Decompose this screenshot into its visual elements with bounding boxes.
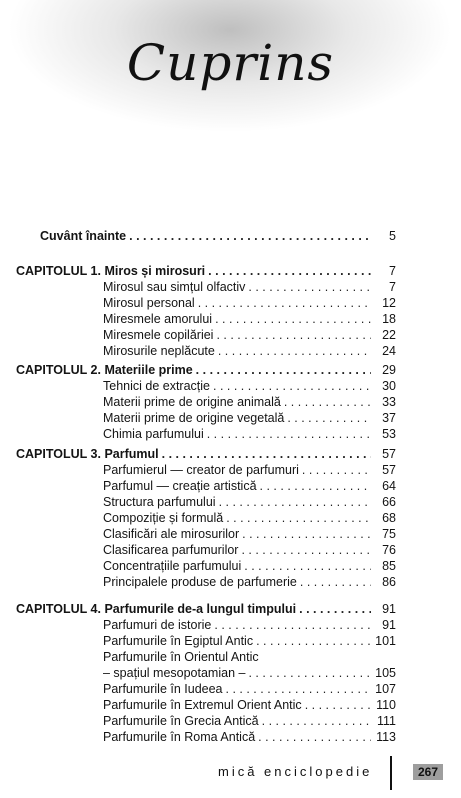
leader-dots <box>196 362 371 378</box>
toc-entry[interactable] <box>103 665 396 681</box>
leader-dots <box>214 617 371 633</box>
leader-dots <box>287 410 371 426</box>
toc-entry[interactable] <box>103 311 396 327</box>
toc-entry[interactable] <box>103 617 396 633</box>
toc-label: Compoziție și formulă <box>103 511 224 525</box>
toc-entry[interactable] <box>103 426 396 442</box>
toc-page: 7 <box>389 280 396 294</box>
toc-page: 76 <box>382 543 396 557</box>
leader-dots <box>302 462 371 478</box>
toc-label: Tehnici de extracție <box>103 379 211 393</box>
toc-label: Cuvânt înainte <box>40 229 127 243</box>
toc-entry[interactable] <box>103 574 396 590</box>
toc-page: 64 <box>382 479 396 493</box>
toc-label: Materii prime de origine vegetală <box>103 411 285 425</box>
toc-page: 107 <box>375 682 396 696</box>
leader-dots <box>129 228 371 244</box>
toc-label: Parfumurile în Iudeea <box>103 682 223 696</box>
toc-label: CAPITOLUL 1. Miros și mirosuri <box>16 264 206 278</box>
leader-dots <box>226 510 371 526</box>
toc-page: 57 <box>382 447 396 461</box>
leader-dots <box>284 394 371 410</box>
leader-dots <box>216 327 371 343</box>
toc-page: 53 <box>382 427 396 441</box>
leader-dots <box>207 426 371 442</box>
toc-label: – spațiul mesopotamian – <box>103 666 246 680</box>
toc-page: 18 <box>382 312 396 326</box>
toc-label: Parfumurile în Roma Antică <box>103 730 256 744</box>
toc-label: Chimia parfumului <box>103 427 204 441</box>
toc-label: Miresmele copilăriei <box>103 328 214 342</box>
toc-entry[interactable] <box>103 697 396 713</box>
toc-page: 30 <box>382 379 396 393</box>
page-title: Cuprins <box>126 34 335 92</box>
toc-page: 12 <box>382 296 396 310</box>
toc-page: 105 <box>375 666 396 680</box>
toc-page: 68 <box>382 511 396 525</box>
toc-entry[interactable] <box>103 713 396 729</box>
toc-label: Mirosul sau simțul olfactiv <box>103 280 246 294</box>
leader-dots <box>242 526 371 542</box>
toc-entry[interactable] <box>103 410 396 426</box>
toc-page: 85 <box>382 559 396 573</box>
toc-label: Mirosul personal <box>103 296 195 310</box>
toc-entry[interactable] <box>103 558 396 574</box>
toc-page: 113 <box>376 730 396 744</box>
toc-entry[interactable] <box>103 394 396 410</box>
toc-page: 22 <box>382 328 396 342</box>
leader-dots <box>305 697 371 713</box>
leader-dots <box>260 478 371 494</box>
toc-entry-foreword[interactable] <box>40 228 396 244</box>
toc-page: 29 <box>382 363 396 377</box>
toc-entry[interactable] <box>103 542 396 558</box>
toc-entry[interactable] <box>103 681 396 697</box>
toc-label: CAPITOLUL 4. Parfumurile de-a lungul timpului <box>16 602 297 616</box>
toc-entry[interactable] <box>103 295 396 311</box>
toc-page: 111 <box>376 714 396 728</box>
toc-label: Parfumuri de istorie <box>103 618 212 632</box>
leader-dots <box>198 295 371 311</box>
leader-dots <box>219 494 371 510</box>
toc-page: 91 <box>382 618 396 632</box>
toc-page: 110 <box>376 698 396 712</box>
leader-dots <box>208 263 371 279</box>
toc-page: 86 <box>382 575 396 589</box>
leader-dots <box>162 446 371 462</box>
leader-dots <box>248 279 371 295</box>
leader-dots <box>244 558 371 574</box>
leader-dots <box>248 665 371 681</box>
toc-page: 91 <box>382 602 396 616</box>
leader-dots <box>262 713 371 729</box>
leader-dots <box>299 601 371 617</box>
toc-page: 7 <box>389 264 396 278</box>
toc-entry[interactable] <box>103 526 396 542</box>
toc-label: Mirosurile neplăcute <box>103 344 215 358</box>
toc-chapter-1[interactable] <box>16 263 396 279</box>
toc-page: 101 <box>375 634 396 648</box>
toc-label: Parfumierul — creator de parfumuri <box>103 463 299 477</box>
toc-page: 24 <box>382 344 396 358</box>
toc-label: Parfumul — creație artistică <box>103 479 257 493</box>
toc-label: Parfumurile în Egiptul Antic <box>103 634 254 648</box>
toc-label: Clasificări ale mirosurilor <box>103 527 240 541</box>
leader-dots <box>226 681 371 697</box>
toc-chapter-4[interactable] <box>16 601 396 617</box>
toc-entry[interactable] <box>103 343 396 359</box>
toc-entry[interactable] <box>103 279 396 295</box>
toc-entry[interactable] <box>103 494 396 510</box>
leader-dots <box>218 343 371 359</box>
footer-divider <box>390 756 392 790</box>
page-number: 267 <box>413 764 443 780</box>
toc-chapter-2[interactable] <box>16 362 396 378</box>
toc-label: CAPITOLUL 3. Parfumul <box>16 447 159 461</box>
toc-label: Materii prime de origine animală <box>103 395 281 409</box>
toc-entry[interactable] <box>103 462 396 478</box>
toc-label: Principalele produse de parfumerie <box>103 575 297 589</box>
series-title: mică enciclopedie <box>218 764 373 779</box>
toc-label: Miresmele amorului <box>103 312 213 326</box>
leader-dots <box>300 574 371 590</box>
toc-chapter-3[interactable] <box>16 446 396 462</box>
leader-dots <box>215 311 371 327</box>
toc-page: 37 <box>382 411 396 425</box>
leader-dots <box>213 378 371 394</box>
toc-label: Concentrațiile parfumului <box>103 559 242 573</box>
toc-page: 66 <box>382 495 396 509</box>
toc-entry[interactable] <box>103 327 396 343</box>
toc-entry[interactable] <box>103 478 396 494</box>
toc-label: Structura parfumului <box>103 495 216 509</box>
toc-label: Clasificarea parfumurilor <box>103 543 239 557</box>
toc-label: CAPITOLUL 2. Materiile prime <box>16 363 193 377</box>
leader-dots <box>241 542 371 558</box>
toc-entry[interactable] <box>103 649 396 665</box>
toc-entry[interactable] <box>103 378 396 394</box>
toc-page: 33 <box>382 395 396 409</box>
leader-dots <box>258 729 371 745</box>
toc-entry[interactable] <box>103 729 396 745</box>
toc-page: 57 <box>382 463 396 477</box>
toc-page: 75 <box>382 527 396 541</box>
toc-label: Parfumurile în Extremul Orient Antic <box>103 698 302 712</box>
toc-entry[interactable] <box>103 633 396 649</box>
toc-page: 5 <box>389 229 396 243</box>
toc-label: Parfumurile în Grecia Antică <box>103 714 259 728</box>
leader-dots <box>256 633 371 649</box>
toc-entry[interactable] <box>103 510 396 526</box>
toc-label: Parfumurile în Orientul Antic <box>103 650 259 664</box>
